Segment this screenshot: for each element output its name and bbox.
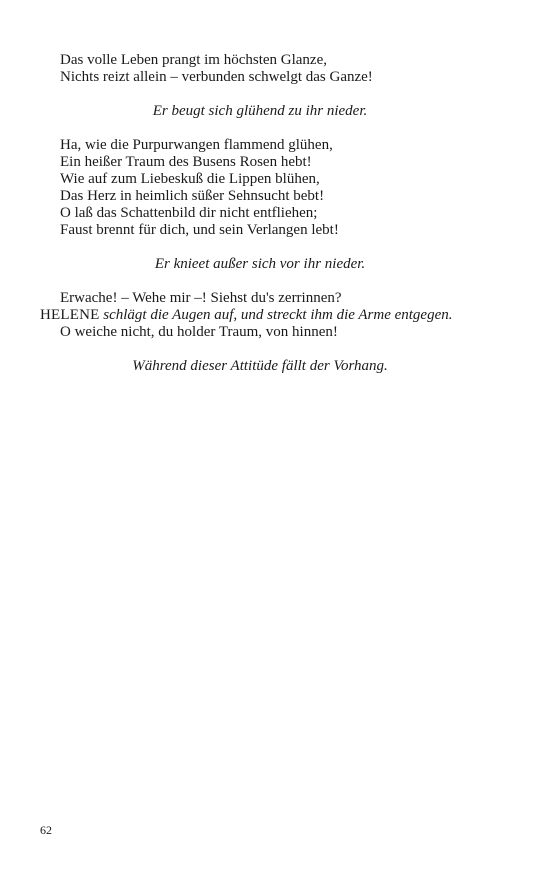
verse-line: Das Herz in heimlich süßer Sehnsucht bebt!	[60, 188, 325, 204]
verse-line: Ein heißer Traum des Busens Rosen hebt!	[60, 154, 312, 170]
verse-line: O weiche nicht, du holder Traum, von hinnen!	[60, 324, 338, 340]
verse-line: Erwache! – Wehe mir –! Siehst du's zerrinnen?	[60, 290, 342, 306]
speaker-name: HELENE	[40, 307, 100, 323]
verse-line: Nichts reizt allein – verbunden schwelgt das Ganze!	[60, 69, 373, 85]
verse-line: Faust brennt für dich, und sein Verlangen lebt!	[60, 222, 339, 238]
verse-line: O laß das Schattenbild dir nicht entfliehen;	[60, 205, 318, 221]
verse-line: Das volle Leben prangt im höchsten Glanze,	[60, 52, 327, 68]
stage-direction: Er knieet außer sich vor ihr nieder.	[154, 256, 366, 272]
speaker-action: schlägt die Augen auf, und streckt ihm die Arme entgegen.	[103, 307, 453, 323]
verse-line: Ha, wie die Purpurwangen flammend glühen,	[60, 137, 333, 153]
stage-direction: Während dieser Attitüde fällt der Vorhang.	[132, 358, 388, 374]
speaker-line	[40, 307, 453, 324]
page-number: 62	[40, 823, 52, 837]
verse-line: Wie auf zum Liebeskuß die Lippen blühen,	[60, 171, 320, 187]
stage-direction: Er beugt sich glühend zu ihr nieder.	[152, 103, 368, 119]
